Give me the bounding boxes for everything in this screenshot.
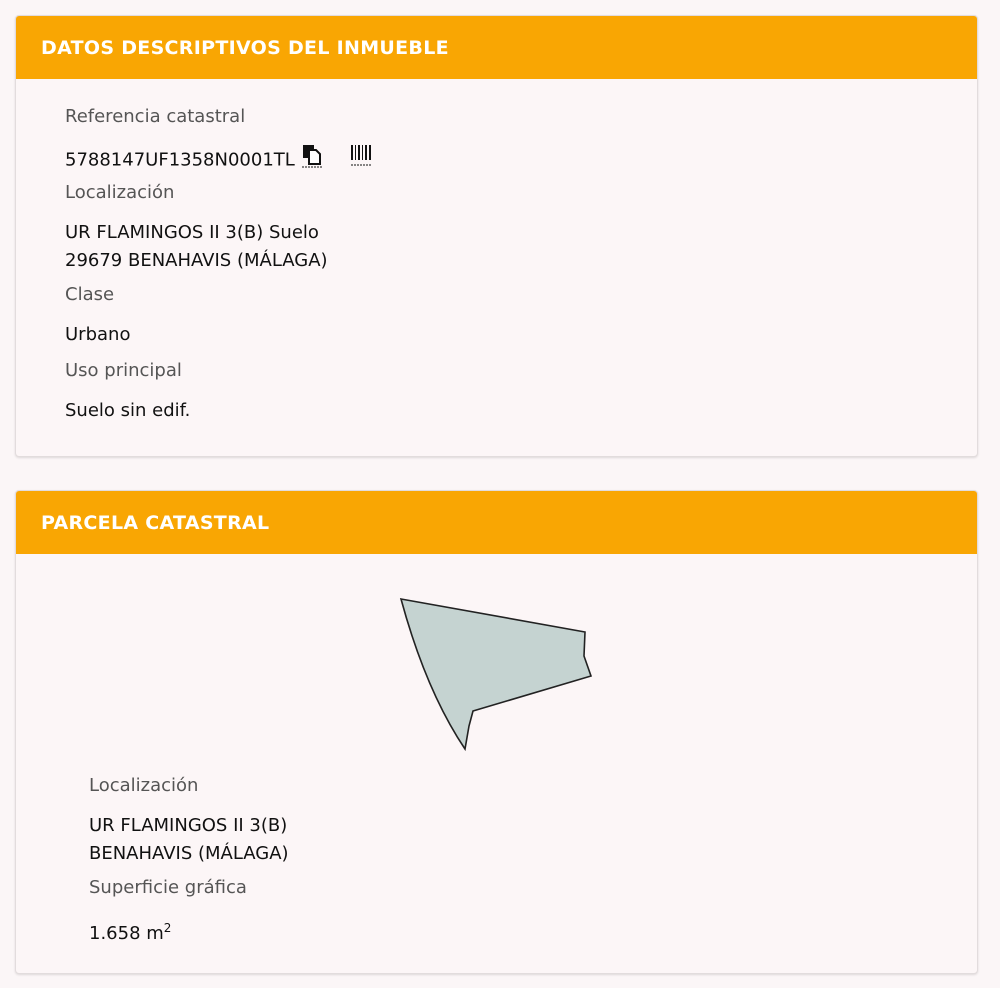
superficie-number: 1.658 m xyxy=(89,923,164,944)
parcela-loc-label: Localización xyxy=(89,775,199,796)
copy-icon[interactable] xyxy=(301,143,323,178)
loc-line2: 29679 BENAHAVIS (MÁLAGA) xyxy=(65,250,328,271)
parcel-map[interactable] xyxy=(16,491,977,973)
parcel-shape xyxy=(401,599,591,749)
parcela-loc-line2: BENAHAVIS (MÁLAGA) xyxy=(89,843,289,864)
inmueble-card xyxy=(15,15,978,457)
ref-row xyxy=(65,143,372,178)
parcela-card xyxy=(15,490,978,974)
superficie-exponent: 2 xyxy=(163,921,172,935)
uso-label: Uso principal xyxy=(65,360,182,381)
uso-value: Suelo sin edif. xyxy=(65,400,191,421)
superficie-label: Superficie gráfica xyxy=(89,877,247,898)
loc-label: Localización xyxy=(65,182,175,203)
parcela-header: PARCELA CATASTRAL xyxy=(16,491,977,554)
inmueble-header: DATOS DESCRIPTIVOS DEL INMUEBLE xyxy=(16,16,977,79)
superficie-value xyxy=(89,914,171,948)
loc-line1: UR FLAMINGOS II 3(B) Suelo xyxy=(65,222,319,243)
parcela-loc-line1: UR FLAMINGOS II 3(B) xyxy=(89,815,288,836)
ref-label: Referencia catastral xyxy=(65,106,246,127)
barcode-icon[interactable] xyxy=(350,143,372,178)
clase-label: Clase xyxy=(65,284,115,305)
ref-value[interactable]: 5788147UF1358N0001TL xyxy=(65,149,295,171)
clase-value: Urbano xyxy=(65,324,131,345)
